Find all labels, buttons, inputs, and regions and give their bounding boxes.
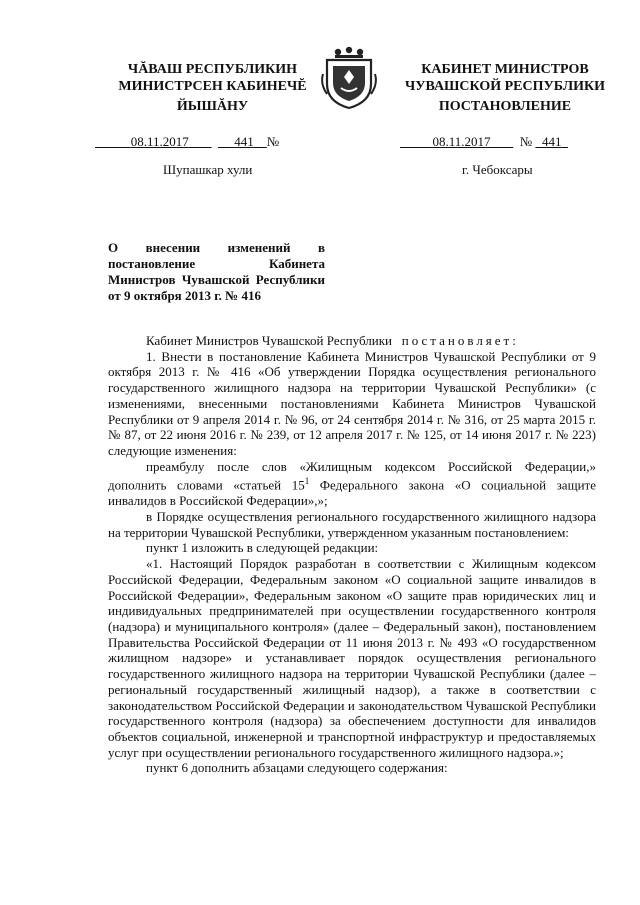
header-left-doc-type: ЙЫШĂНУ [176,99,249,114]
body-paragraph-2: преамбулу после слов «Жилищным кодексом Российской Федерации,» дополнить словами «статьей $15^1$ Федерального закона «О социальной защите инвалидов в Российской Федерации»,»; [108,458,596,509]
coat-of-arms-icon [321,44,377,110]
header-right-line2: ЧУВАШСКОЙ РЕСПУБЛИКИ [404,79,606,94]
right-date-line [400,134,568,150]
body-paragraph-6: пункт 6 дополнить абзацами следующего содержания: [146,760,448,776]
header-left-line2: МИНИСТРСЕН КАБИНЕЧĔ [118,79,307,94]
document-body [108,333,596,776]
body-paragraph-3: в Порядке осуществления регионального государственного жилищного надзора на территории Чувашской Республики, утвержденном указанным постановлением: [108,509,596,540]
header-right-doc-type: ПОСТАНОВЛЕНИЕ [438,99,572,114]
left-date: 08.11.2017 [130,134,189,149]
header-left-line1: ЧĂВАШ РЕСПУБЛИКИН [127,62,298,77]
body-intro: Кабинет Министров Чувашской Республики постановляет: [146,333,519,348]
left-city: Шупашкар хули [163,162,253,177]
body-paragraph-5: «1. Настоящий Порядок разработан в соответствии с Жилищным кодексом Российской Федерации, Федеральным законом «О социальной защите инвалидов в Российской Федерации», Федеральным законом «О защите прав юридических лиц и индивидуальных предпринимателей при осуществлении государственного контроля (надзора) и муниципального контроля» (далее – Федеральный закон), постановлением Правительства Российской Федерации от 11 июня 2013 г. № 493 «О государственном жилищном надзоре» и устанавливает порядок осуществления регионального государственного жилищного надзора на территории Чувашской Республики (далее – региональный государственный жилищный надзор), а также в соответствии с законодательством Российской Федерации и законодательством Чувашской Республики государственного контроля (надзора) за обеспечением доступности для инвалидов объектов социальной, инженерной и транспортной инфраструктур и предоставляемых услуг при осуществлении регионального государственного жилищного надзора.»; [108,556,596,760]
body-paragraph-4: пункт 1 изложить в следующей редакции: [146,540,379,556]
right-city: г. Чебоксары [462,162,533,177]
right-date: 08.11.2017 [432,134,491,149]
header-right-line1: КАБИНЕТ МИНИСТРОВ [421,62,589,77]
left-number-sign: № [266,134,280,149]
body-superscript: 1 [304,476,310,487]
left-number: 441 [234,134,254,149]
body-paragraph-1: 1. Внести в постановление Кабинета Министров Чувашской Республики от 9 октября 2013 г. № 416 «Об утверждении Порядка осуществления регионального государственного жилищного надзора на территории Чувашской Республики» (с изменениями, внесенными постановлениями Кабинета Министров Чувашской Республики от 9 апреля 2014 г. № 96, от 24 сентября 2014 г. № 316, от 25 марта 2015 г. № 87, от 22 июня 2016 г. № 239, от 12 апреля 2017 г. № 125, от 14 июня 2017 г. № 223) следующие изменения: [108,348,596,458]
right-number: 441 [541,134,562,149]
right-number-sign: № [519,134,533,149]
document-title: О внесении изменений в постановление Кабинета Министров Чувашской Республики от 9 октября 2013 г. № 416 [108,240,325,303]
left-date-line [95,134,279,150]
body-intro-verb: постановляет: [401,333,519,348]
header-left-org [95,61,330,95]
header-right-org [400,61,610,95]
